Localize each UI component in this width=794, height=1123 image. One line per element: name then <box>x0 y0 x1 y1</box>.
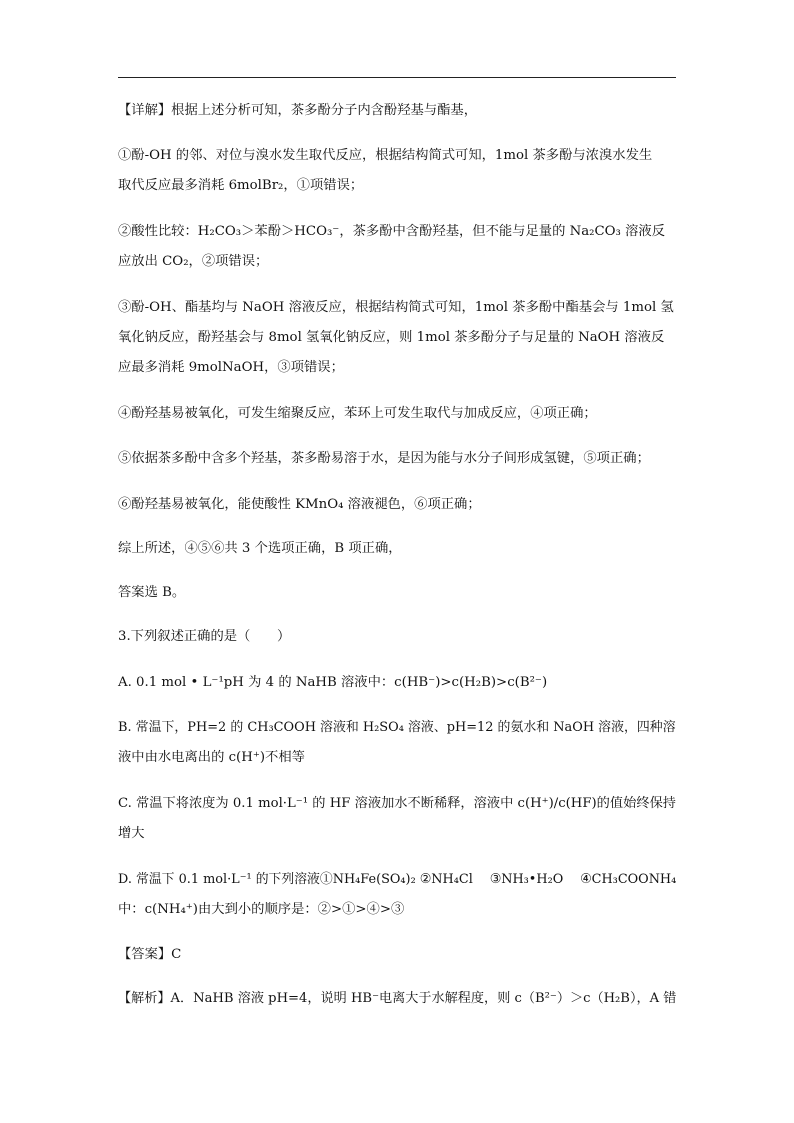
answer-choice: 答案选 B。 <box>118 585 186 600</box>
detail-point-2-line-1: ②酸性比较：H₂CO₃＞苯酚＞HCO₃⁻，茶多酚中含酚羟基，但不能与足量的 Na₂CO₃ 溶液反 <box>118 224 666 239</box>
option-b-line-2: 液中由水电离出的 c(H⁺)不相等 <box>118 750 305 765</box>
detail-point-3-line-2: 氧化钠反应，酚羟基会与 8mol 氢氧化钠反应，则 1mol 茶多酚分子与足量的 NaOH 溶液反 <box>118 330 665 345</box>
detail-point-4: ④酚羟基易被氧化，可发生缩聚反应，苯环上可发生取代与加成反应，④项正确； <box>118 406 597 421</box>
detail-point-1-line-2: 取代反应最多消耗 6molBr₂，①项错误； <box>118 178 364 193</box>
detail-point-2-line-2: 应放出 CO₂，②项错误； <box>118 254 269 269</box>
option-a: A. 0.1 mol • L⁻¹pH 为 4 的 NaHB 溶液中：c(HB⁻)>c(H₂B)>c(B²⁻) <box>118 675 548 690</box>
detail-point-3-line-1: ③酚-OH、酯基均与 NaOH 溶液反应，根据结构简式可知，1mol 茶多酚中酯基会与 1mol 氢 <box>118 300 674 315</box>
detail-point-1-line-1: ①酚-OH 的邻、对位与溴水发生取代反应，根据结构简式可知，1mol 茶多酚与浓溴水发生 <box>118 148 653 163</box>
option-d-line-1: D. 常温下 0.1 mol·L⁻¹ 的下列溶液①NH₄Fe(SO₄)₂ ②NH₄Cl ③NH₃•H₂O ④CH₃COONH₄ <box>118 872 677 887</box>
header-rule <box>118 77 676 78</box>
detail-point-6: ⑥酚羟基易被氧化，能使酸性 KMnO₄ 溶液褪色，⑥项正确； <box>118 497 481 512</box>
detail-point-5: ⑤依据茶多酚中含多个羟基，茶多酚易溶于水，是因为能与水分子间形成氢键，⑤项正确； <box>118 451 650 466</box>
option-d-line-2: 中：c(NH₄⁺)由大到小的顺序是：②>①>④>③ <box>118 902 405 917</box>
detail-point-3-line-3: 应最多消耗 9molNaOH，③项错误； <box>118 360 344 375</box>
detail-heading: 【详解】根据上述分析可知，茶多酚分子内含酚羟基与酯基， <box>118 103 478 118</box>
option-b-line-1: B. 常温下，PH=2 的 CH₃COOH 溶液和 H₂SO₄ 溶液、pH=12 的氨水和 NaOH 溶液，四种溶 <box>118 720 676 735</box>
option-c-line-1: C. 常温下将浓度为 0.1 mol·L⁻¹ 的 HF 溶液加水不断稀释，溶液中 c(H⁺)/c(HF)的值始终保持 <box>118 796 677 811</box>
analysis-line-1: 【解析】A．NaHB 溶液 pH=4，说明 HB⁻电离大于水解程度，则 c（B²⁻）＞c（H₂B），A 错 <box>118 991 677 1006</box>
option-c-line-2: 增大 <box>118 826 145 841</box>
question-stem: 3.下列叙述正确的是（ ） <box>118 629 291 644</box>
answer-label: 【答案】C <box>118 947 182 962</box>
summary-text: 综上所述，④⑤⑥共 3 个选项正确，B 项正确， <box>118 541 402 556</box>
